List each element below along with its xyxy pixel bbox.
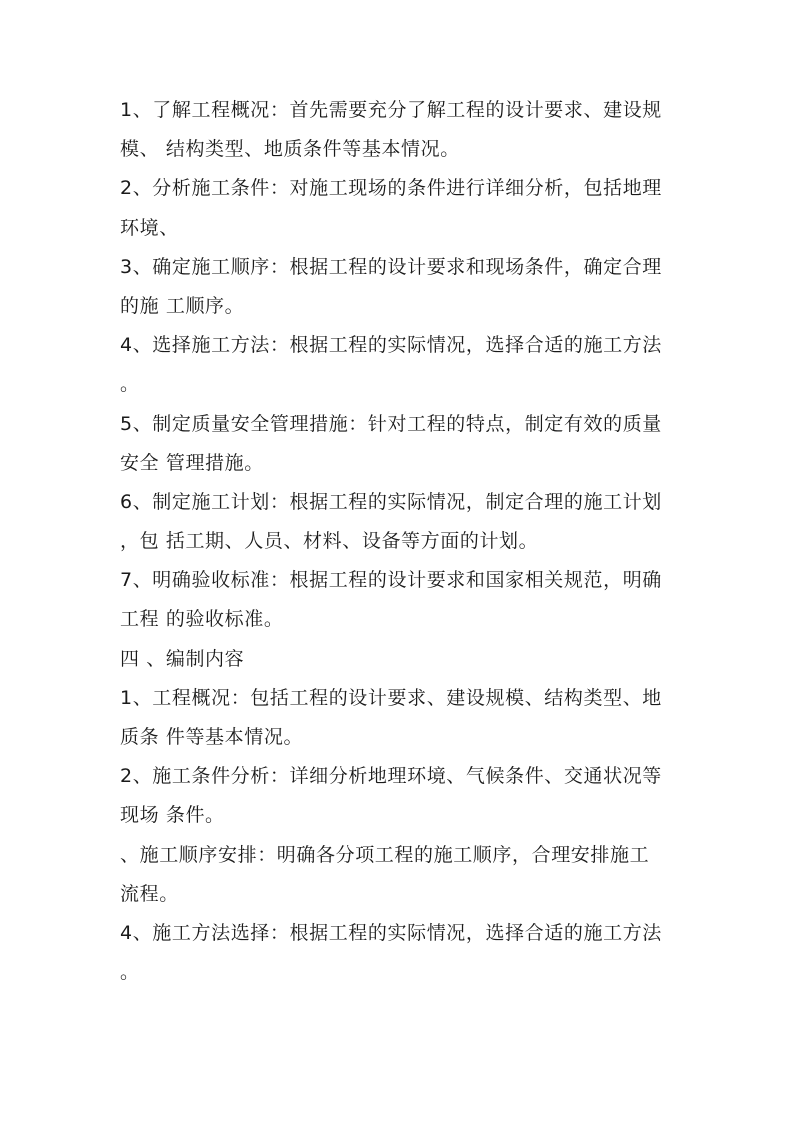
text-line: 4、选择施工方法：根据工程的实际情况，选择合适的施工方法 (120, 334, 662, 357)
text-line: 现场 条件。 (120, 804, 225, 827)
text-line: 1、工程概况：包括工程的设计要求、建设规模、结构类型、地 (120, 686, 662, 709)
text-line: 4、施工方法选择：根据工程的实际情况，选择合适的施工方法 (120, 921, 662, 944)
text-line: 模、 结构类型、地质条件等基本情况。 (120, 138, 460, 161)
text-line: 6、制定施工计划：根据工程的实际情况，制定合理的施工计划 (120, 490, 662, 513)
text-line: 工程 的验收标准。 (120, 608, 284, 631)
section-heading: 四 、编制内容 (120, 647, 245, 670)
text-line: 流程。 (120, 882, 179, 905)
text-line: 2、分析施工条件：对施工现场的条件进行详细分析，包括地理 (120, 177, 662, 200)
text-line: 1、了解工程概况：首先需要充分了解工程的设计要求、建设规 (120, 99, 662, 121)
text-line: ，包 括工期、人员、材料、设备等方面的计划。 (120, 530, 539, 553)
text-line: 质条 件等基本情况。 (120, 726, 304, 748)
text-line: 环境、 (120, 216, 179, 239)
text-line: 3、确定施工顺序：根据工程的设计要求和现场条件，确定合理 (120, 255, 662, 278)
text-line: 。 (120, 373, 140, 396)
text-line: 。 (120, 961, 140, 984)
text-line: 安全 管理措施。 (120, 451, 264, 474)
text-line: 2、施工条件分析：详细分析地理环境、气候条件、交通状况等 (120, 765, 662, 788)
text-line: 的施 工顺序。 (120, 294, 245, 317)
text-line: 、施工顺序安排：明确各分项工程的施工顺序，合理安排施工 (120, 843, 650, 866)
text-line: 5、制定质量安全管理措施：针对工程的特点，制定有效的质量 (120, 412, 662, 435)
document-page (120, 91, 680, 992)
text-line: 7、明确验收标准：根据工程的设计要求和国家相关规范，明确 (120, 569, 662, 592)
